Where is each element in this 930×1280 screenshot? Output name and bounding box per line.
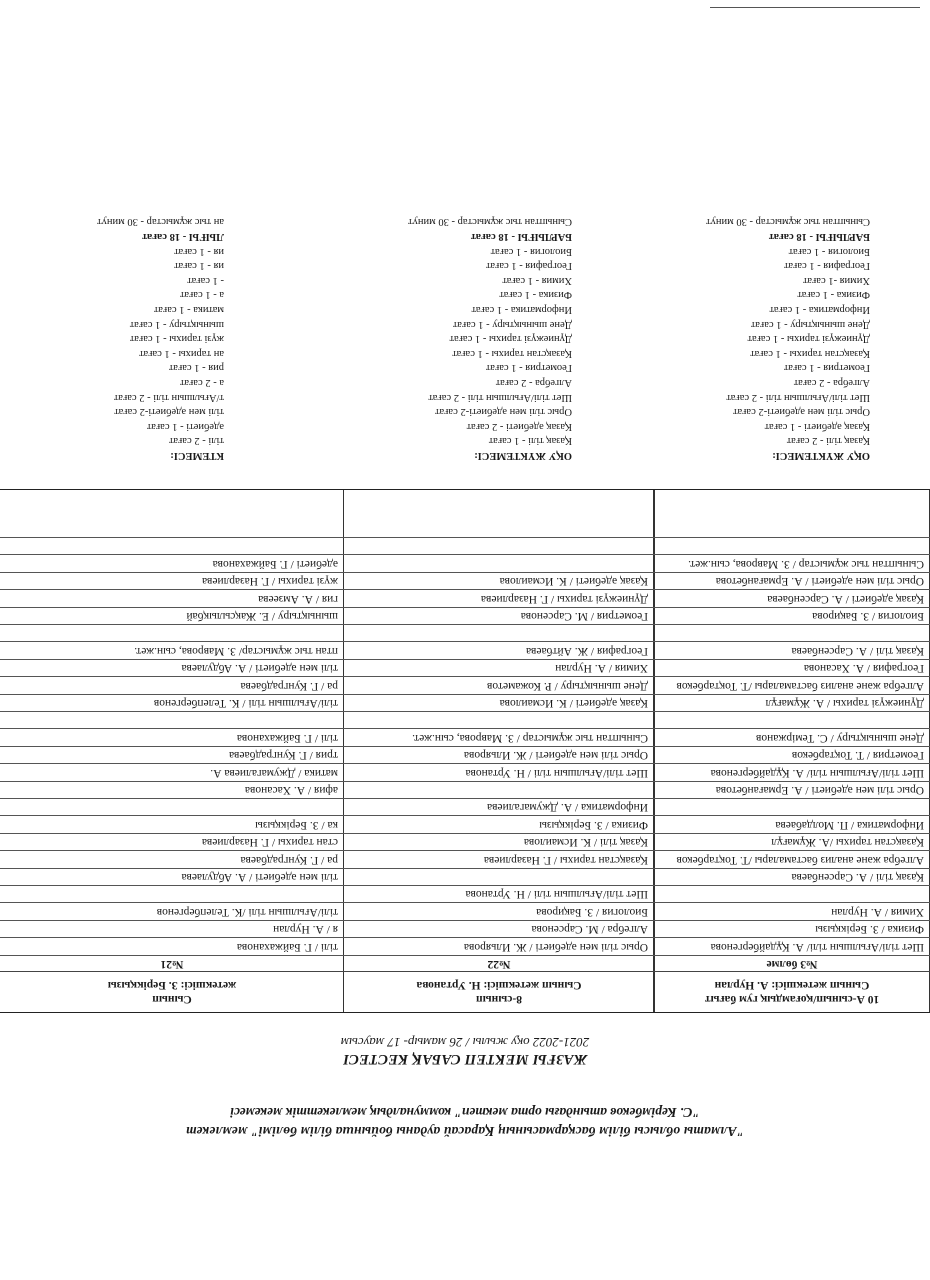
study-load-title: ОҚУ ЖҮКТЕМЕСІ: — [474, 450, 572, 461]
study-load-item: Химия -1 сағат — [802, 274, 870, 286]
study-load-item: Дене шынықтыру - 1 сағат — [750, 318, 870, 330]
lesson-row — [344, 781, 654, 798]
scan-edge-line — [710, 7, 920, 8]
study-load-item: әдебиеті - 1 сағат — [146, 420, 224, 432]
lesson-row — [344, 711, 654, 728]
study-load-item: - 1 сағат — [187, 274, 224, 286]
study-load-item: Шет тілі/Ағылшын тілі - 2 сағат — [428, 391, 572, 403]
study-load-total: БАРЛЫҒЫ - 18 сағат — [470, 231, 572, 243]
lesson-row — [654, 798, 930, 815]
lesson-row: Қазақ әдебиеті / К. Исмаилова — [344, 572, 654, 589]
extracurricular-note: ан тыс жұмыстар - 30 минут — [97, 216, 224, 228]
lesson-row — [344, 537, 654, 554]
lesson-row: Алгебра және анализ бастамалары /Т. Тоқтарбеков — [654, 676, 930, 693]
lesson-row: Шет тілі/Ағылшын тілі / Н. Уртанова — [344, 763, 654, 780]
room-number: №22 — [344, 955, 654, 972]
lesson-row: Сыныптан тыс жұмыстар / З. Маврова, сын.жет. — [344, 728, 654, 745]
study-load-block — [97, 214, 224, 462]
study-load-item: тілі - 2 сағат — [168, 435, 224, 447]
study-load-item: Геометрия - 1 сағат — [485, 362, 572, 374]
class-teacher: Сынып жетекшісі: А. Нурлан — [714, 979, 870, 991]
study-load-item: ия - 1 сағат — [174, 245, 224, 257]
class-teacher: жетекшісі: З. Берікқызы — [107, 979, 237, 991]
study-load-item: Қазақ әдебиеті - 2 сағат — [466, 420, 572, 432]
study-load-item: Информатика - 1 сағат — [769, 304, 870, 316]
lesson-row: ра / Г. Кунградбаева — [0, 850, 344, 867]
study-load-item: Биология - 1 сағат — [490, 245, 572, 257]
study-load-item: Қазақ тілі - 1 сағат — [488, 435, 572, 447]
lesson-row: Қазақ тілі / А. Сарсенбаева — [654, 868, 930, 885]
lesson-row: Орыс тілі мен әдебиеті / А. Ермағанбетова — [654, 781, 930, 798]
class-header — [0, 971, 344, 1012]
class-header — [654, 971, 930, 1012]
lesson-row: тілі / Г. Байжаханова — [0, 937, 344, 954]
lesson-row: Химия / А. Нурлан — [344, 659, 654, 676]
lesson-row: трия / Г. Кунградбаева — [0, 746, 344, 763]
study-load-block — [706, 214, 870, 462]
lesson-row: Шет тілі/Ағылшын тілі/ А. Құдайбергенова — [654, 763, 930, 780]
lesson-row: стан тарихы / Г. Назарлиева — [0, 833, 344, 850]
lesson-row: Орыс тілі мен әдебиеті / Ж. Ильярова — [344, 937, 654, 954]
lesson-row: ра / Г. Кунградбаева — [0, 676, 344, 693]
schedule-period: 2021-2022 оқу жылы / 26 мамыр- 17 маусым — [340, 1035, 590, 1050]
class-name: Сынып — [152, 993, 192, 1005]
lesson-row: птан тыс жұмыстар/ З. Маврова, сын.жет. — [0, 641, 344, 658]
lesson-row: Дене шынықтыру / С. Теміржанов — [654, 728, 930, 745]
study-load-item: ия - 1 сағат — [174, 260, 224, 272]
lesson-row: шынықтыру / Е. Жақсылықбай — [0, 607, 344, 624]
study-load-item: Шет тілі/Ағылшын тілі - 2 сағат — [726, 391, 870, 403]
lesson-row: Алгебра / М. Сарсенова — [344, 920, 654, 937]
study-load-item: Геометрия - 1 сағат — [783, 362, 870, 374]
lesson-row — [0, 885, 344, 902]
lesson-row: әдебиеті / Г. Байжаханова — [0, 554, 344, 571]
study-load-item: Қазақ әдебиеті - 1 сағат — [764, 420, 870, 432]
lesson-row: Физика / З. Берікқызы — [344, 815, 654, 832]
lesson-row: География / Ж. Айтбаева — [344, 641, 654, 658]
lesson-row: Қазақстан тарихы / Г. Назарлиева — [344, 850, 654, 867]
study-load-item: тілі мен әдебиеті-2 сағат — [114, 406, 224, 418]
lesson-row: Сыныптан тыс жұмыстар / З. Маврова, сын.жет. — [654, 554, 930, 571]
study-load-title: КТЕМЕСІ: — [170, 450, 224, 461]
lesson-row: Физика / З. Берікқызы — [654, 920, 930, 937]
study-load-item: Алгебра - 2 сағат — [793, 377, 870, 389]
lesson-row — [0, 798, 344, 815]
study-load-item: шынықтыру - 1 сағат — [129, 318, 224, 330]
lesson-row: Қазақ тілі / К. Исмаилова — [344, 833, 654, 850]
study-load-item: т/Ағылшын тілі - 2 сағат — [113, 391, 224, 403]
lesson-row — [344, 624, 654, 641]
lesson-row: тілі мен әдебиеті / А. Абдулаева — [0, 868, 344, 885]
lesson-row: ка / З. Берікқызы — [0, 815, 344, 832]
class-name: 10 А-сынып/қоғамдық гум бағыт — [704, 993, 880, 1005]
lesson-row — [0, 624, 344, 641]
lesson-row — [344, 868, 654, 885]
study-load-item: География - 1 сағат — [783, 260, 870, 272]
lesson-row: тілі/Ағылшын тілі / К. Телепбергенов — [0, 694, 344, 711]
lesson-row: я / А. Нурлан — [0, 920, 344, 937]
lesson-row: тілі/Ағылшын тілі /К. Телепбергенов — [0, 902, 344, 919]
lesson-row — [654, 711, 930, 728]
study-load-title: ОҚУ ЖҮКТЕМЕСІ: — [772, 450, 870, 461]
lesson-row: Дүниежүзі тарихы / Г. Назарлиева — [344, 589, 654, 606]
study-load-item: Қазақстан тарихы - 1 сағат — [750, 347, 870, 359]
study-load-item: Дене шынықтыру - 1 сағат — [452, 318, 572, 330]
lesson-row: География / А. Хасанова — [654, 659, 930, 676]
study-load-block — [408, 214, 572, 462]
study-load-item: Биология - 1 сағат — [788, 245, 870, 257]
lesson-row: Дене шынықтыру / Р. Кожаметов — [344, 676, 654, 693]
lesson-row: Алгебра және анализ бастамалары /Т. Тоқтарбеков — [654, 850, 930, 867]
study-load-item: Физика - 1 сағат — [797, 289, 870, 301]
lesson-row: Химия / А. Нурлан — [654, 902, 930, 919]
study-load-total: ЛЫҒЫ - 18 сағат — [142, 231, 224, 243]
lesson-row: Қазақстан тарихы /А. Жұмағұл — [654, 833, 930, 850]
lesson-row: Информатика / А. Джумагалиева — [344, 798, 654, 815]
lesson-row: тілі / Г. Байжаханова — [0, 728, 344, 745]
study-load-item: Алгебра - 2 сағат — [495, 377, 572, 389]
study-load-item: жүзі тарихы - 1 сағат — [129, 333, 224, 345]
lesson-row: афия / А. Хасанова — [0, 781, 344, 798]
study-load-item: Орыс тілі мен әдебиеті-2 сағат — [733, 406, 870, 418]
class-column-1 — [654, 489, 930, 1013]
study-load-item: Орыс тілі мен әдебиеті-2 сағат — [435, 406, 572, 418]
lesson-row: матика / Джумагалиева А. — [0, 763, 344, 780]
schedule-title: ЖАЗҒЫ МЕКТЕП САБАҚ КЕСТЕСІ — [343, 1051, 587, 1067]
lesson-row — [0, 537, 344, 554]
class-teacher: Сынып жетекшісі: Н. Уртанова — [416, 979, 582, 991]
lesson-row: Геометрия / Т. Тоқтарбеков — [654, 746, 930, 763]
study-load-item: ан тарихы - 1 сағат — [139, 347, 224, 359]
lesson-row: Геометрия / М. Сарсенова — [344, 607, 654, 624]
lesson-row: Қазақ әдебиеті / К. Исмаилова — [344, 694, 654, 711]
lesson-row: Биология / З. Бақирова — [654, 607, 930, 624]
class-header — [344, 971, 654, 1012]
lesson-row: Орыс тілі мен әдебиеті / А. Ермағанбетова — [654, 572, 930, 589]
study-load-item: Физика - 1 сағат — [499, 289, 572, 301]
lesson-row — [0, 711, 344, 728]
class-name: 8-сынып — [476, 993, 522, 1005]
study-load-item: а - 1 сағат — [179, 289, 224, 301]
lesson-row: жүзі тарихы / Г. Назарлиева — [0, 572, 344, 589]
lesson-row — [654, 537, 930, 554]
lesson-row: Биология / З. Бақирова — [344, 902, 654, 919]
study-load-total: БАРЛЫҒЫ - 18 сағат — [768, 231, 870, 243]
ministry-header: "Алматы облысы білім басқармасының Қарасай ауданы бойынша білім бөлімі" мемлекет — [185, 1124, 745, 1139]
lesson-row: Информатика / П. Молдабаева — [654, 815, 930, 832]
lesson-row: гия / А. Амзеева — [0, 589, 344, 606]
class-column-3 — [0, 489, 344, 1013]
lesson-row — [654, 885, 930, 902]
study-load-item: Химия - 1 сағат — [502, 274, 572, 286]
extracurricular-note: Сыныптан тыс жұмыстар - 30 минут — [706, 216, 870, 228]
study-load-item: а - 2 сағат — [179, 377, 224, 389]
room-number: №3 бөлме — [654, 955, 930, 972]
lesson-row: Қазақ тілі / А. Сарсенбаева — [654, 641, 930, 658]
class-column-2 — [344, 489, 654, 1013]
study-load-item: Қазақстан тарихы - 1 сағат — [452, 347, 572, 359]
lesson-row: тілі мен әдебиеті / А. Абдулаева — [0, 659, 344, 676]
lesson-row: Орыс тілі мен әдебиеті / Ж. Ильярова — [344, 746, 654, 763]
lesson-row — [654, 624, 930, 641]
study-load-item: Дүниежүзі тарихы - 1 сағат — [449, 333, 572, 345]
study-load-item: Қазақ тілі - 2 сағат — [786, 435, 870, 447]
room-number: №21 — [0, 955, 344, 972]
lesson-row: Қазақ әдебиеті / А. Сарсенбаева — [654, 589, 930, 606]
study-load-item: Информатика - 1 сағат — [471, 304, 572, 316]
school-header: "С. Керімбеков атындағы орта мектеп" коммуналдық мемлекеттік мекемесі — [230, 1105, 700, 1120]
lesson-row: Шет тілі/Ағылшын тілі / Н. Уртанова — [344, 885, 654, 902]
lesson-row: Шет тілі/Ағылшын тілі/ А. Құдайбергенова — [654, 937, 930, 954]
lesson-row: Дүниежүзі тарихы / А. Жұмағұл — [654, 694, 930, 711]
study-load-item: матика - 1 сағат — [153, 304, 224, 316]
study-load-item: Дүниежүзі тарихы - 1 сағат — [747, 333, 870, 345]
study-load-item: География - 1 сағат — [485, 260, 572, 272]
study-load-item: рия - 1 сағат — [168, 362, 224, 374]
extracurricular-note: Сыныптан тыс жұмыстар - 30 минут — [408, 216, 572, 228]
lesson-row — [344, 554, 654, 571]
